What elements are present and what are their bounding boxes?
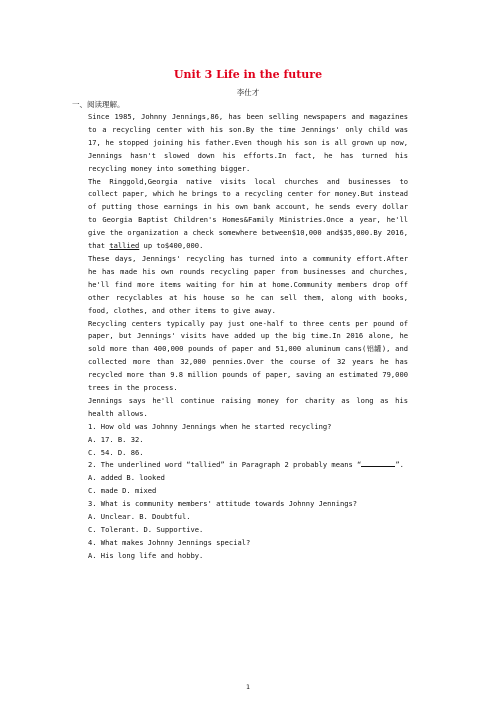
paragraph-1: Since 1985, Johnny Jennings,86, has been selling newspapers and magazines to a recycling center with his son.By the time Jennings' only child was 17, he stopped joining his father.Even though his son is all grown up now, Jennings hasn't slowed down his efforts.In fact, he has turned his recycling money into something bigger. xyxy=(88,112,408,173)
paragraph-3: These days, Jennings' recycling has turned into a community effort.After he has made his own rounds recycling paper from businesses and churches, he'll find more items waiting for him at home.Community members drop off other recyclables at his house so he can sell them, along with books, food, clothes, and other items to give away. xyxy=(88,253,408,315)
passage-body xyxy=(88,111,408,563)
question-2-option-row: C. made D. mixed xyxy=(88,486,157,496)
question-2 xyxy=(88,459,408,472)
question-1-option-row: C. 54. D. 86. xyxy=(88,447,144,457)
page-title: Unit 3 Life in the future xyxy=(173,68,323,81)
paragraph-2-text: The Ringgold,Georgia native visits local churches and businesses to collect paper, which he brings to a recycling center for money.But instead of putting those earnings in his own bank account, he sends every dollar to Georgia Baptist Children's Homes&Family Ministries.Once a year, he'll give the organization a check somewhere between$10,000 and$35,000.By 2016, that xyxy=(88,176,408,251)
page-number: 1 xyxy=(246,683,250,691)
question-3-option-row: C. Tolerant. D. Supportive. xyxy=(88,525,204,534)
paragraph-5: Jennings says he'll continue raising money for charity as long as his health allows. xyxy=(88,395,408,418)
paragraph-2 xyxy=(88,176,408,253)
question-4-option-row: A. His long life and hobby. xyxy=(88,550,204,560)
question-2-stem-end: ”. xyxy=(395,460,404,470)
question-2-stem: 2. The underlined word “tallied” in Paragraph 2 probably means “ xyxy=(88,460,362,470)
paragraph-2-end: up to$400,000. xyxy=(139,241,204,251)
section-heading: 一、阅读理解。 xyxy=(72,100,125,109)
question-3: 3. What is community members' attitude towards Johnny Jennings? xyxy=(88,499,358,509)
question-1: 1. How old was Johnny Jennings when he started recycling? xyxy=(88,421,332,431)
underlined-word: tallied xyxy=(109,241,140,251)
question-1-option-row: A. 17. B. 32. xyxy=(88,434,144,444)
question-2-option-row: A. added B. looked xyxy=(88,473,165,483)
author-name: 李仕才 xyxy=(236,88,260,97)
question-4: 4. What makes Johnny Jennings special? xyxy=(88,537,251,547)
question-3-option-row: A. Unclear. B. Doubtful. xyxy=(88,512,191,522)
answer-blank xyxy=(361,459,395,467)
paragraph-4: Recycling centers typically pay just one-half to three cents per pound of paper, but Jennings' visits have added up the big time.In 2016 alone, he sold more than 400,000 pounds of paper and 51,000 aluminum cans(铝罐), and collected more than 32,000 pennies.Over the course of 32 years he has recycled more than 9.8 million pounds of paper, saving an estimated 79,000 trees in the process. xyxy=(88,318,408,393)
